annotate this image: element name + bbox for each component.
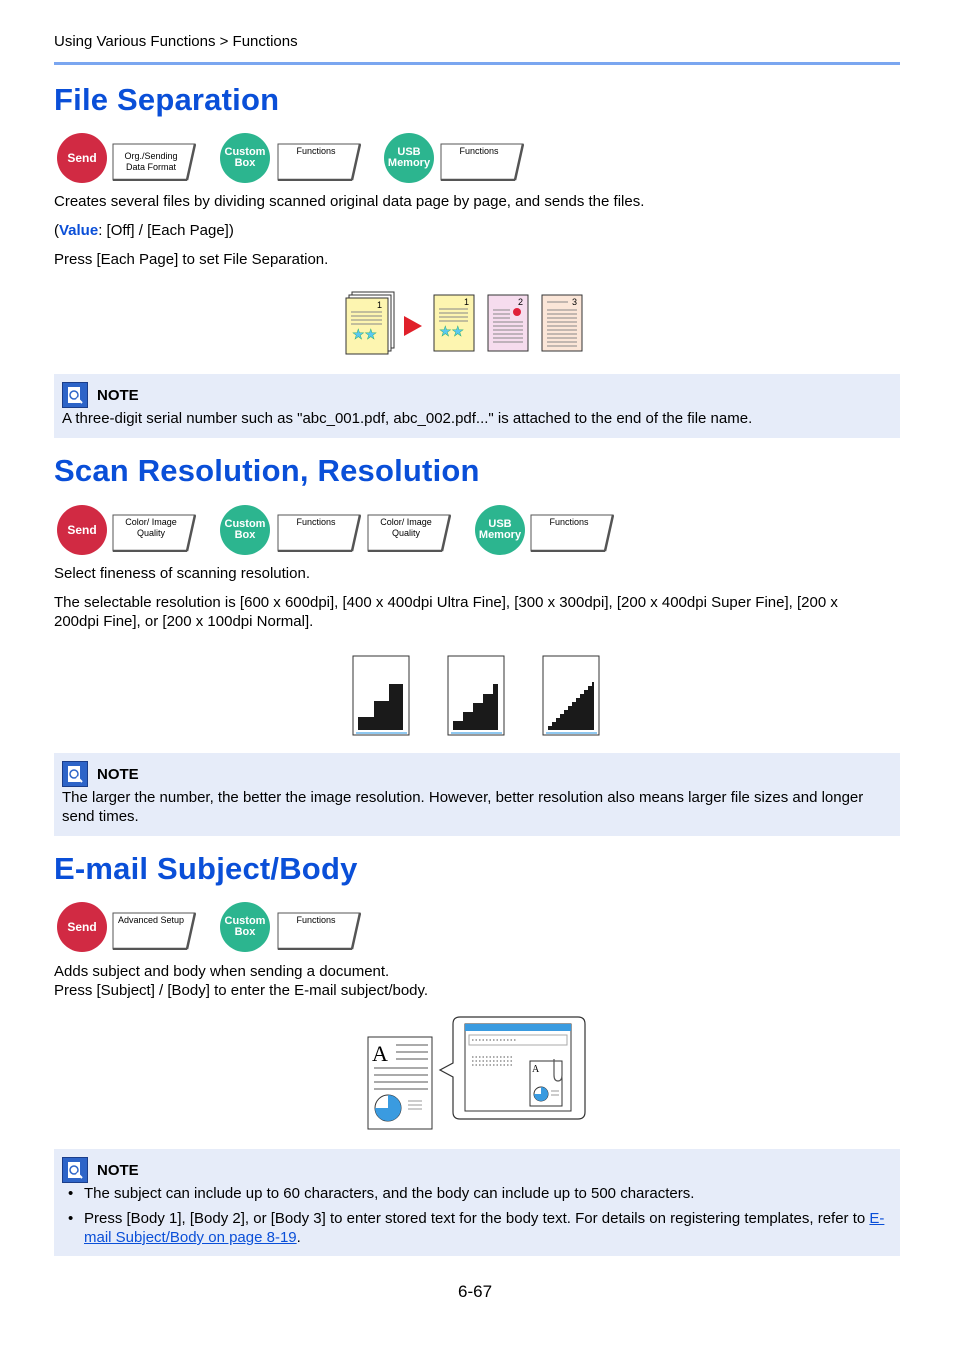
color-image-quality-tab[interactable] bbox=[112, 514, 196, 552]
file-separation-description: Creates several files by dividing scanned original data page by page, and sends the files. bbox=[54, 193, 645, 210]
custom-box-button[interactable]: Custom Box bbox=[220, 133, 270, 183]
bullet-end: . bbox=[296, 1229, 301, 1246]
value-prefix: ( bbox=[54, 222, 59, 239]
file-separation-instruction: Press [Each Page] to set File Separation. bbox=[54, 251, 329, 268]
document-letter: A bbox=[372, 1041, 388, 1066]
note-box bbox=[54, 374, 900, 438]
email-subject-body-link[interactable]: E-mail Subject/Body on page 8-19 bbox=[84, 1210, 885, 1246]
tab-label: Functions bbox=[296, 517, 336, 527]
section-title-file-separation: File Separation bbox=[54, 82, 280, 117]
value-label: Value bbox=[59, 222, 99, 239]
note-header bbox=[62, 1157, 139, 1183]
usb-memory-button[interactable]: USB Memory bbox=[384, 133, 434, 183]
svg-text:★★: ★★ bbox=[439, 323, 465, 339]
note-header bbox=[62, 382, 139, 408]
functions-tab[interactable] bbox=[277, 912, 361, 950]
note-icon bbox=[62, 1157, 88, 1183]
page-number-label: 2 bbox=[518, 297, 524, 307]
file-separation-illustration bbox=[340, 288, 590, 356]
note-title: NOTE bbox=[97, 1161, 139, 1179]
send-button[interactable]: Send bbox=[57, 902, 107, 952]
tab-label: Functions bbox=[296, 915, 336, 925]
tab-label: Functions bbox=[459, 146, 499, 156]
email-description-2: Press [Subject] / [Body] to enter the E-mail subject/body. bbox=[54, 982, 429, 999]
bullet-text: Press [Body 1], [Body 2], or [Body 3] to enter stored text for the body text. For details on registering templates, refer to bbox=[84, 1210, 870, 1227]
send-button[interactable]: Send bbox=[57, 505, 107, 555]
page-number-label: 3 bbox=[572, 297, 578, 307]
usb-memory-button[interactable]: USB Memory bbox=[475, 505, 525, 555]
tab-label: Org./Sending Data Format bbox=[124, 151, 178, 172]
custom-box-button[interactable]: Custom Box bbox=[220, 902, 270, 952]
note-icon bbox=[62, 761, 88, 787]
note-bullet bbox=[62, 1209, 890, 1247]
functions-tab[interactable] bbox=[530, 514, 614, 552]
email-illustration bbox=[366, 1015, 590, 1133]
tab-label: Color/ Image Quality bbox=[380, 517, 432, 538]
value-text: : [Off] / [Each Page]) bbox=[98, 222, 234, 239]
scan-resolution-detail: The selectable resolution is [600 x 600dpi], [400 x 400dpi Ultra Fine], [300 x 300dpi], [200 x 400dpi Super Fine], [200 x 200dpi Fine], or [200 x 100dpi Normal]. bbox=[54, 594, 838, 630]
functions-tab[interactable] bbox=[440, 143, 524, 181]
note-header bbox=[62, 761, 139, 787]
note-text: The larger the number, the better the image resolution. However, better resolution also means larger file sizes and longer send times. bbox=[62, 789, 864, 825]
tab-label: Color/ Image Quality bbox=[125, 517, 177, 538]
functions-tab[interactable] bbox=[277, 143, 361, 181]
tab-label: Functions bbox=[549, 517, 589, 527]
functions-tab[interactable] bbox=[277, 514, 361, 552]
send-button[interactable]: Send bbox=[57, 133, 107, 183]
org-sending-data-format-tab[interactable] bbox=[112, 143, 196, 181]
tab-label: Functions bbox=[296, 146, 336, 156]
attachment-letter: A bbox=[532, 1064, 540, 1075]
arrow-icon bbox=[404, 316, 422, 336]
page-number-label: 1 bbox=[377, 300, 383, 310]
note-text: A three-digit serial number such as "abc_001.pdf, abc_002.pdf..." is attached to the end of the file name. bbox=[62, 410, 753, 427]
note-box bbox=[54, 753, 900, 836]
email-description-1: Adds subject and body when sending a document. bbox=[54, 963, 390, 980]
advanced-setup-tab[interactable] bbox=[112, 912, 196, 950]
page-number-label: 1 bbox=[464, 297, 470, 307]
page-number: 6-67 bbox=[458, 1282, 493, 1301]
note-box bbox=[54, 1149, 900, 1256]
custom-box-button[interactable]: Custom Box bbox=[220, 505, 270, 555]
header-rule bbox=[54, 62, 900, 65]
note-title: NOTE bbox=[97, 386, 139, 404]
resolution-illustration bbox=[352, 655, 602, 737]
section-title-email-subject-body: E-mail Subject/Body bbox=[54, 851, 358, 886]
note-bullets bbox=[62, 1184, 890, 1253]
color-image-quality-tab[interactable] bbox=[367, 514, 451, 552]
note-icon bbox=[62, 382, 88, 408]
section-title-scan-resolution: Scan Resolution, Resolution bbox=[54, 453, 480, 488]
note-bullet: • The subject can include up to 60 characters, and the body can include up to 500 characters. bbox=[62, 1184, 890, 1203]
note-title: NOTE bbox=[97, 765, 139, 783]
tab-label: Advanced Setup bbox=[117, 915, 185, 925]
file-separation-value bbox=[54, 221, 234, 240]
svg-text:★★: ★★ bbox=[352, 326, 378, 342]
scan-resolution-description: Select fineness of scanning resolution. bbox=[54, 565, 310, 582]
breadcrumb: Using Various Functions > Functions bbox=[54, 33, 298, 50]
